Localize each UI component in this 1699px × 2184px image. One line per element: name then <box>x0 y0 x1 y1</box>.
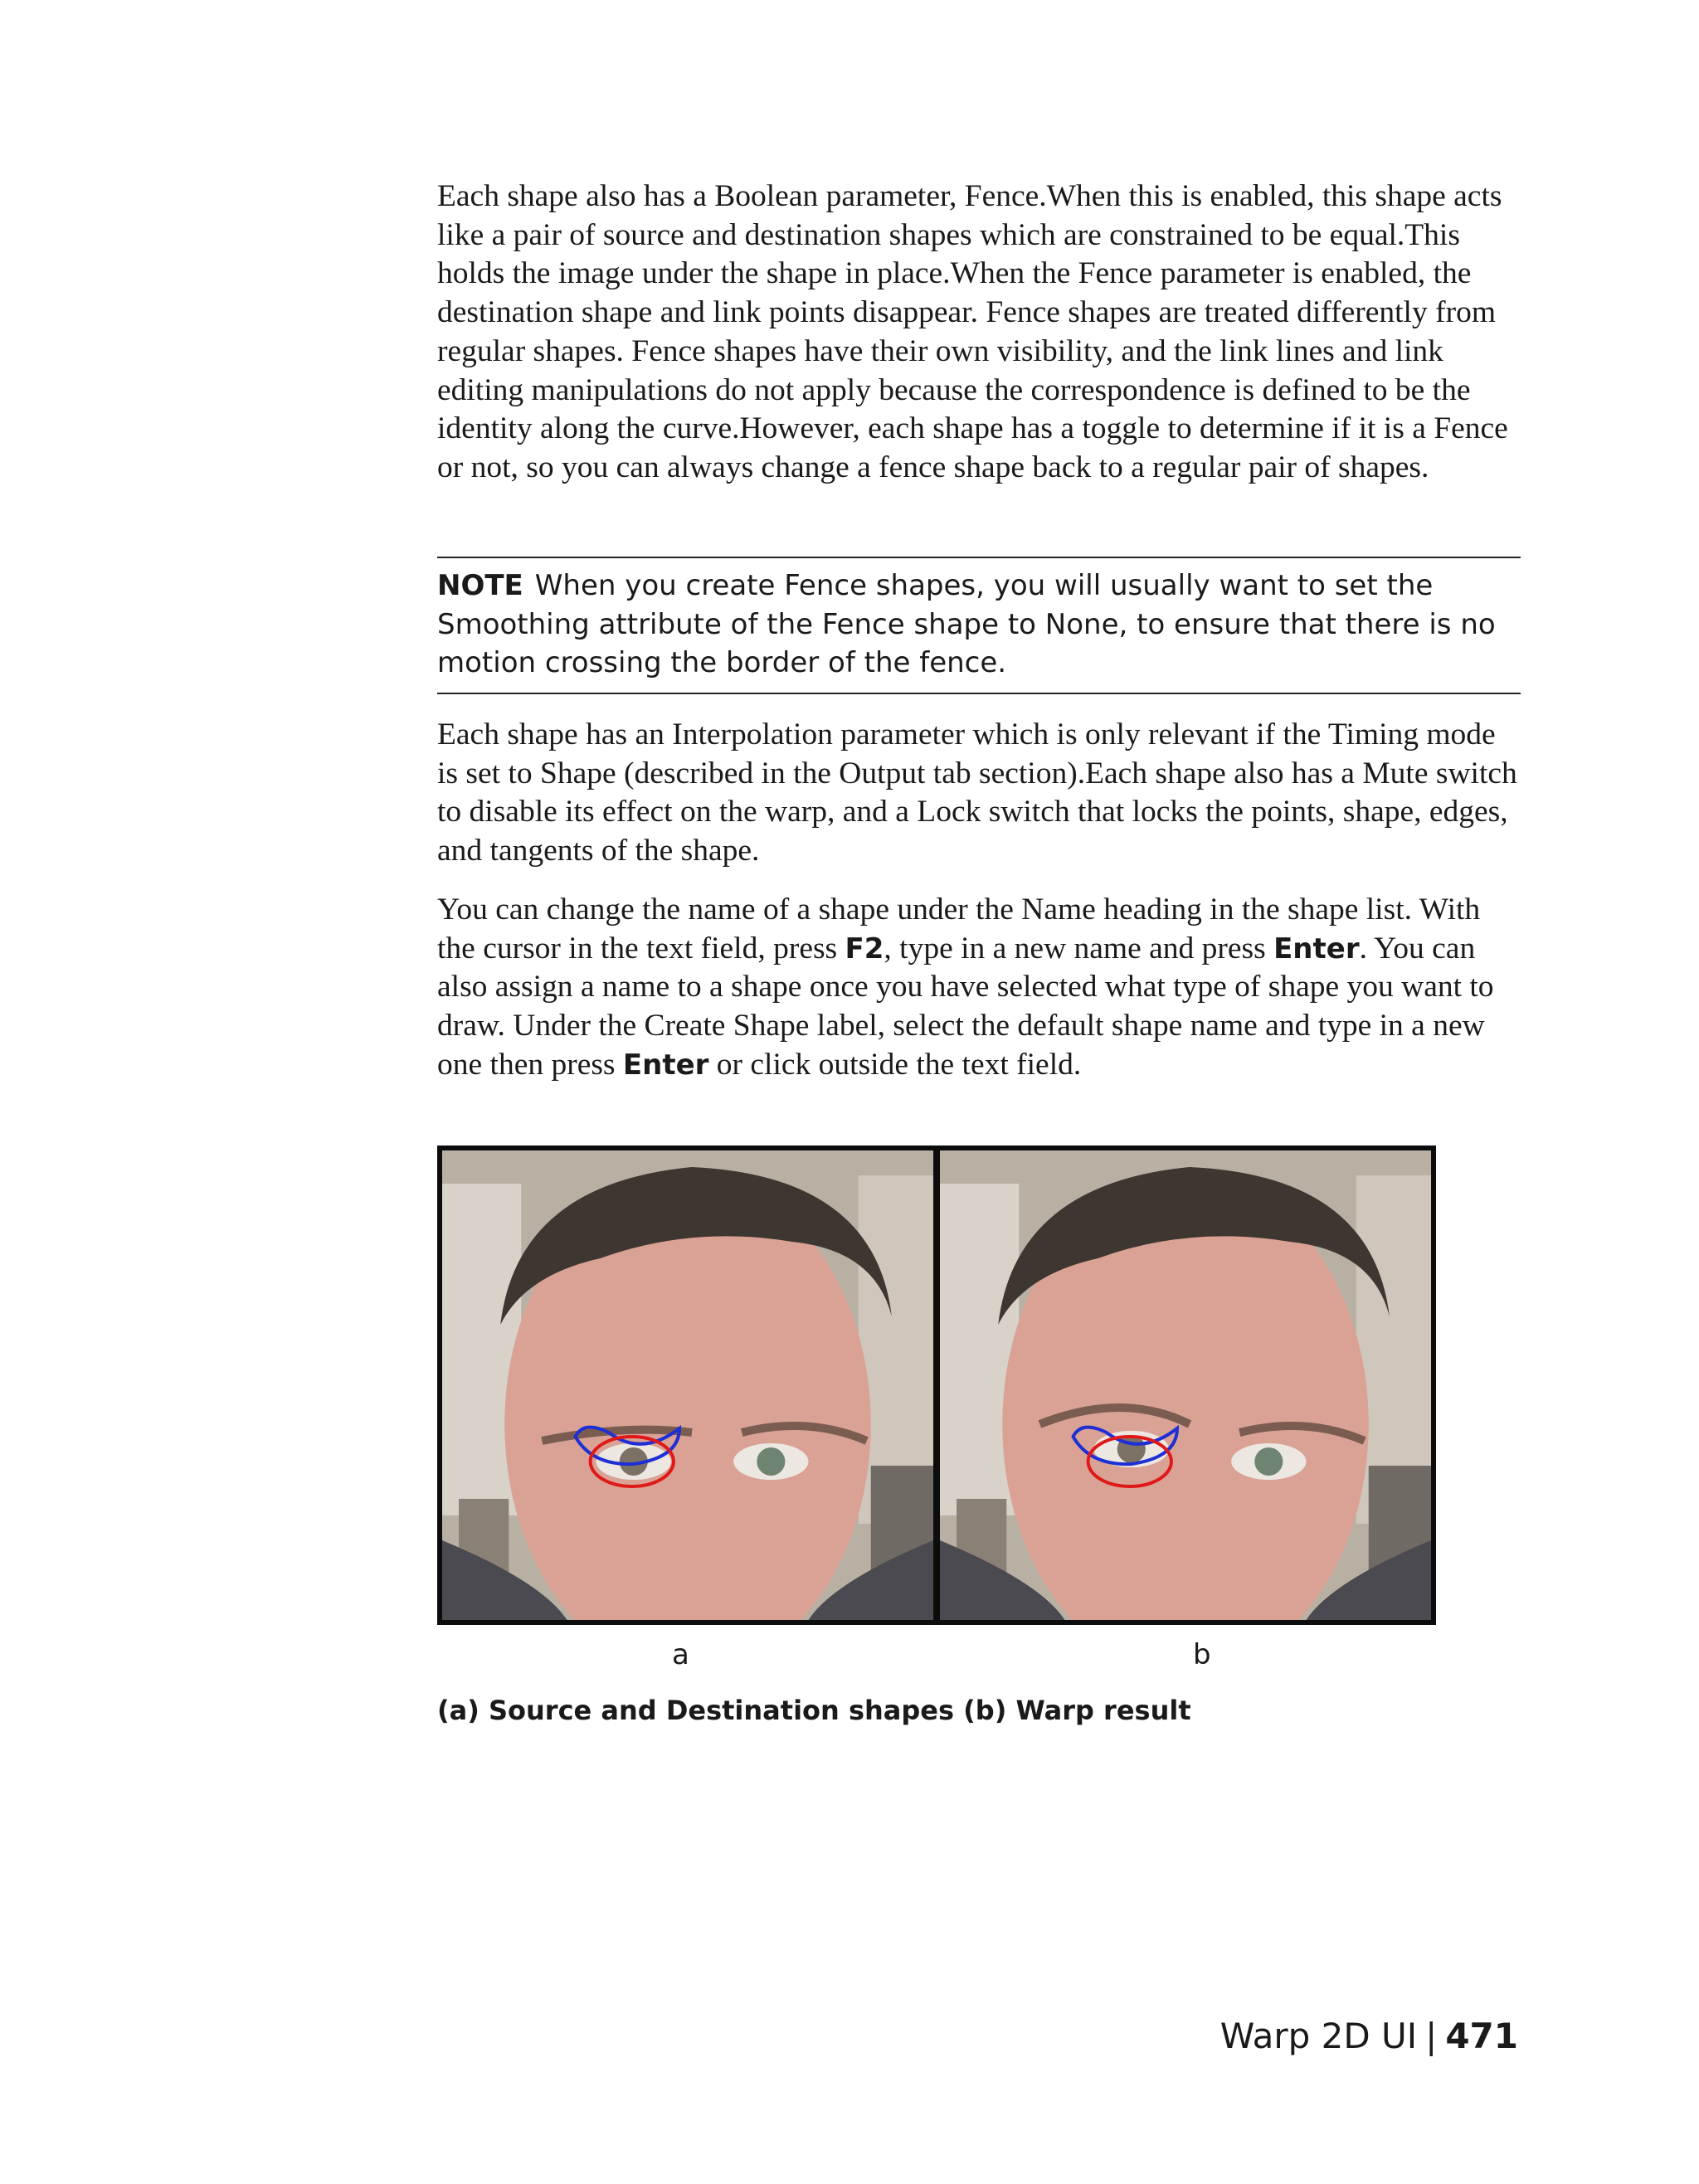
warp-figure <box>437 1146 1436 1625</box>
panel-label-b: b <box>1193 1638 1211 1671</box>
face-photo-a <box>442 1150 933 1620</box>
body-paragraph-naming <box>437 891 1521 1085</box>
photo-source-and-destination <box>442 1150 933 1620</box>
body-paragraph-interpolation: Each shape has an Interpolation parameter which is only relevant if the Timing mode is set to Shape (described in the Output tab section).Each shape also has a Mute switch to disable its effect on the warp, and a Lock switch that locks the points, shape, edges, and tangents of the shape. <box>437 717 1517 868</box>
text-run: or click outside the text field. <box>708 1047 1082 1082</box>
text-run: You can change the name of a shape under the Name heading in the shape list. With the cursor in the text field, press <box>437 893 1481 966</box>
key-enter: Enter <box>622 1048 709 1082</box>
text-run: , type in a new name and press <box>884 931 1274 966</box>
key-f2: F2 <box>845 931 884 966</box>
text-run: . You can also assign a name to a shape once you have selected what type of shape you want to draw. Under the Create Shape label, select the default shape name and type in a new one then press <box>437 931 1494 1082</box>
key-enter: Enter <box>1273 931 1360 966</box>
photo-warp-result <box>940 1150 1431 1620</box>
note-text: When you create Fence shapes, you will usually want to set the Smoothing attribute of the Fence shape to None, to ensure that there is no motion crossing the border of the fence. <box>437 569 1496 680</box>
body-paragraph-fence: Each shape also has a Boolean parameter, Fence.When this is enabled, this shape acts like a pair of source and destination shapes which are constrained to be equal.This holds the image under the shape in place.When the Fence parameter is enabled, the destination shape and link points disappear. Fence shapes are treated differently from regular shapes. Fence shapes have their own visibility, and the link lines and link editing manipulations do not apply because the correspondence is defined to be the identity along the curve.However, each shape has a toggle to determine if it is a Fence or not, so you can always change a fence shape back to a regular pair of shapes. <box>437 179 1508 484</box>
footer-separator: | <box>1425 2016 1438 2056</box>
panel-label-a: a <box>672 1638 689 1671</box>
page-footer <box>1220 2016 1518 2056</box>
note-box <box>437 557 1521 694</box>
face-photo-b <box>940 1150 1431 1620</box>
figure-caption: (a) Source and Destination shapes (b) Warp result <box>437 1695 1191 1726</box>
page-number: 471 <box>1445 2016 1518 2056</box>
note-label: NOTE <box>437 569 523 602</box>
footer-section-title: Warp 2D UI <box>1219 2016 1418 2056</box>
